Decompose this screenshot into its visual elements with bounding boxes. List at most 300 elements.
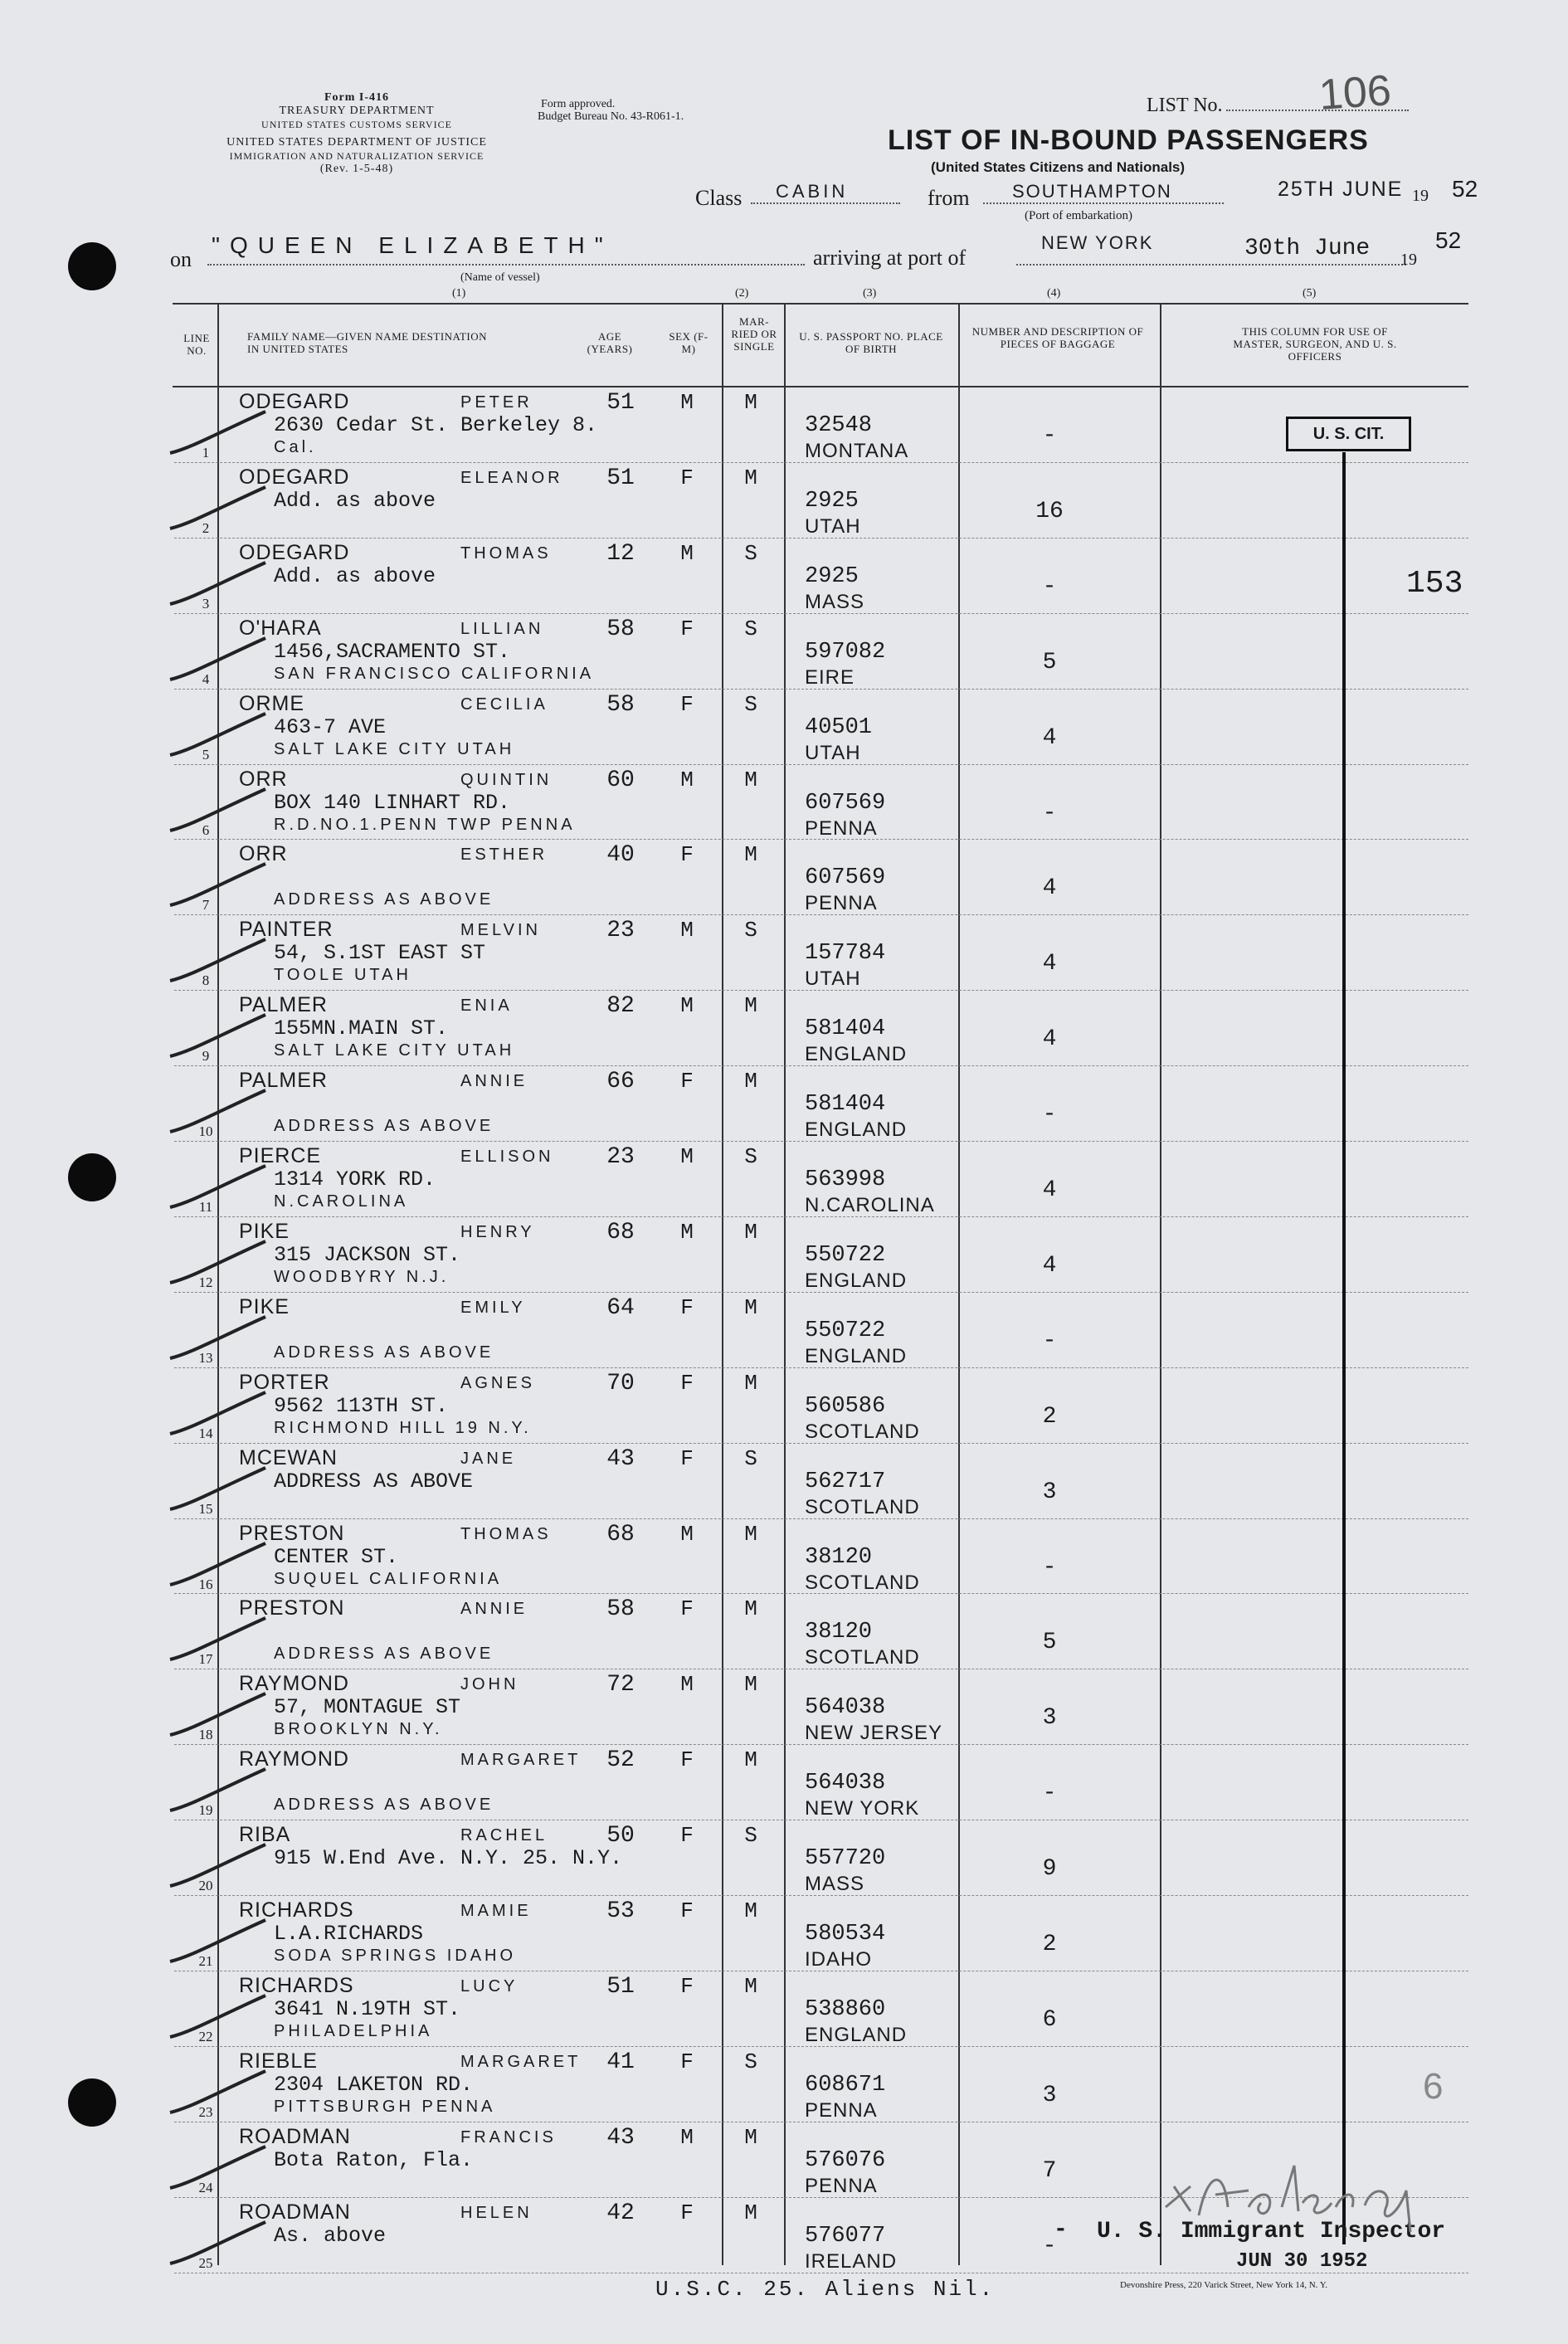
table-row — [0, 1972, 1568, 2048]
place-of-birth: SCOTLAND — [805, 1646, 920, 1669]
address-line-2: WOODBYRY N.J. — [274, 1267, 450, 1286]
passport-number: 2925 — [805, 488, 859, 514]
baggage-count: 4 — [1042, 724, 1057, 751]
marital-status: M — [744, 1973, 757, 1999]
place-of-birth: PENNA — [805, 816, 878, 840]
departure-year: 52 — [1452, 176, 1478, 202]
inspector-label: U. S. Immigrant Inspector — [1097, 2219, 1446, 2244]
place-of-birth: PENNA — [805, 2174, 878, 2197]
col-num-1: (1) — [452, 287, 466, 300]
given-name: MARGARET — [460, 1751, 582, 1770]
marital-status: S — [744, 1144, 757, 1169]
family-name: PRESTON — [239, 1521, 345, 1545]
given-name: RACHEL — [460, 1826, 548, 1845]
sex-value: M — [680, 767, 694, 792]
baggage-count: - — [1042, 423, 1057, 449]
check-mark-icon — [166, 782, 282, 849]
given-name: HELEN — [460, 2203, 533, 2222]
col-num-4: (4) — [1047, 287, 1061, 300]
line-number: 9 — [202, 1048, 210, 1065]
approved-label: Form approved. — [541, 98, 616, 110]
baggage-count: - — [1042, 1554, 1057, 1581]
address-line-2: SODA SPRINGS IDAHO — [274, 1947, 517, 1965]
sex-value: M — [680, 540, 694, 566]
place-of-birth: UTAH — [805, 514, 861, 538]
place-of-birth: IRELAND — [805, 2249, 898, 2273]
given-name: CECILIA — [460, 694, 548, 714]
table-row — [0, 1218, 1568, 1294]
vessel-name: "QUEEN ELIZABETH" — [212, 232, 613, 258]
line-number: 6 — [202, 821, 210, 838]
page-title: LIST OF IN-BOUND PASSENGERS — [888, 124, 1369, 156]
address-line-2: ADDRESS AS ABOVE — [274, 1645, 494, 1664]
place-of-birth: NEW JERSEY — [805, 1722, 943, 1745]
departure-year-prefix: 19 — [1412, 187, 1429, 205]
family-name: PALMER — [239, 1069, 328, 1093]
address-line-1: As. above — [274, 2223, 387, 2248]
family-name: O'HARA — [239, 616, 322, 640]
place-of-birth: UTAH — [805, 741, 861, 764]
family-name: ROADMAN — [239, 2124, 351, 2148]
place-of-birth: ENGLAND — [805, 1269, 908, 1292]
from-label: from — [928, 186, 970, 210]
baggage-count: - — [1042, 573, 1057, 600]
address-line-2: SUQUEL CALIFORNIA — [274, 1569, 503, 1588]
passport-number: 38120 — [805, 1544, 873, 1570]
line-number: 11 — [198, 1199, 213, 1215]
family-name: ODEGARD — [239, 390, 350, 413]
check-mark-icon — [166, 1989, 282, 2055]
address-line-1: 915 W.End Ave. N.Y. 25. N.Y. — [274, 1846, 623, 1871]
marital-status: M — [744, 1672, 757, 1698]
sex-value: F — [680, 1445, 694, 1471]
baggage-count: 4 — [1042, 1026, 1057, 1053]
address-line-2: ADDRESS AS ABOVE — [274, 890, 494, 909]
from-value: SOUTHAMPTON — [1012, 181, 1172, 202]
table-row — [0, 841, 1568, 916]
sex-value: F — [680, 1823, 694, 1849]
address-line-1: 315 JACKSON ST. — [274, 1242, 461, 1267]
baggage-count: 4 — [1042, 875, 1057, 902]
line-number: 2 — [202, 519, 210, 536]
check-mark-icon — [166, 933, 282, 999]
check-mark-icon — [166, 1611, 282, 1678]
line-number: 24 — [198, 2179, 213, 2195]
passport-number: 38120 — [805, 1620, 873, 1645]
address-line-2: BROOKLYN N.Y. — [274, 1720, 443, 1739]
col-num-2: (2) — [735, 287, 749, 300]
passport-number: 2925 — [805, 563, 859, 589]
given-name: FRANCIS — [460, 2127, 557, 2147]
place-of-birth: PENNA — [805, 2098, 878, 2122]
age-value: 40 — [606, 842, 635, 869]
given-name: JANE — [460, 1449, 517, 1468]
place-of-birth: MASS — [805, 1873, 865, 1896]
arriving-label: arriving at port of — [813, 246, 967, 270]
form-number: Form I-416 — [324, 91, 390, 104]
age-value: 58 — [606, 691, 635, 718]
line-number: 23 — [198, 2103, 213, 2120]
family-name: PIERCE — [239, 1144, 322, 1167]
place-of-birth: PENNA — [805, 892, 878, 915]
col-num-3: (3) — [863, 287, 877, 300]
baggage-count: - — [1042, 2233, 1057, 2259]
place-of-birth: MASS — [805, 590, 865, 613]
port-embarkation-caption: (Port of embarkation) — [1025, 209, 1132, 222]
line-number: 19 — [198, 1802, 213, 1819]
age-value: 66 — [606, 1069, 635, 1095]
family-name: RAYMOND — [239, 1747, 349, 1771]
col-head-sex: SEX (F-M) — [669, 330, 709, 355]
age-value: 51 — [606, 1973, 635, 2000]
inspector-signature — [1157, 2157, 1489, 2240]
check-mark-icon — [166, 1386, 282, 1452]
table-row — [0, 464, 1568, 539]
place-of-birth: UTAH — [805, 967, 861, 991]
given-name: ESTHER — [460, 845, 548, 865]
check-mark-icon — [166, 1461, 282, 1528]
address-line-2: SALT LAKE CITY UTAH — [274, 739, 515, 758]
passport-number: 557720 — [805, 1846, 886, 1872]
check-mark-icon — [166, 1235, 282, 1301]
line-number: 8 — [202, 972, 210, 989]
arrival-year: 52 — [1435, 227, 1462, 253]
place-of-birth: ENGLAND — [805, 1043, 908, 1066]
sex-value: M — [680, 1521, 694, 1547]
line-number: 15 — [198, 1500, 213, 1517]
given-name: AGNES — [460, 1373, 536, 1392]
address-line-2: ADDRESS AS ABOVE — [274, 1343, 494, 1362]
marital-status: M — [744, 465, 757, 490]
line-number: 22 — [198, 2028, 213, 2044]
place-of-birth: ENGLAND — [805, 2023, 908, 2046]
marital-status: M — [744, 1219, 757, 1245]
family-name: MCEWAN — [239, 1445, 338, 1469]
table-row — [0, 1821, 1568, 1897]
place-of-birth: SCOTLAND — [805, 1495, 920, 1518]
col-head-passport: U. S. PASSPORT NO. PLACE OF BIRTH — [799, 330, 943, 355]
sex-value: F — [680, 1370, 694, 1396]
age-value: 50 — [606, 1823, 635, 1849]
check-mark-icon — [166, 1537, 282, 1603]
sex-value: F — [680, 2049, 694, 2074]
given-name: ENIA — [460, 997, 513, 1016]
given-name: MELVIN — [460, 921, 541, 940]
arrival-year-prefix: 19 — [1400, 251, 1417, 269]
passport-number: 564038 — [805, 1695, 886, 1721]
age-value: 52 — [606, 1747, 635, 1774]
sex-value: F — [680, 1973, 694, 1999]
place-of-birth: ENGLAND — [805, 1344, 908, 1367]
footer-typed: U.S.C. 25. Aliens Nil. — [655, 2277, 996, 2302]
given-name: QUINTIN — [460, 770, 553, 789]
class-label: Class — [695, 186, 743, 210]
passport-number: 562717 — [805, 1469, 886, 1494]
table-row — [0, 615, 1568, 690]
baggage-count: 7 — [1042, 2157, 1057, 2184]
vessel-caption: (Name of vessel) — [460, 271, 540, 284]
inspector-dash: - — [1054, 2217, 1068, 2243]
given-name: JOHN — [460, 1675, 519, 1694]
sex-value: M — [680, 1219, 694, 1245]
col-head-line: LINE NO. — [183, 332, 210, 357]
baggage-count: 5 — [1042, 1630, 1057, 1656]
on-label: on — [170, 247, 192, 271]
arrival-port: NEW YORK — [1041, 232, 1154, 253]
sex-value: F — [680, 465, 694, 490]
marital-status: M — [744, 842, 757, 868]
passport-number: 608671 — [805, 2072, 886, 2098]
age-value: 12 — [606, 540, 635, 567]
address-line-1: 463-7 AVE — [274, 714, 387, 739]
sex-value: F — [680, 616, 694, 641]
line-number: 1 — [202, 445, 210, 461]
list-no-label: LIST No. — [1147, 95, 1223, 116]
age-value: 68 — [606, 1219, 635, 1245]
age-value: 51 — [606, 390, 635, 416]
marital-status: M — [744, 993, 757, 1019]
address-line-1: 9562 113TH ST. — [274, 1393, 449, 1418]
marital-status: M — [744, 1069, 757, 1094]
address-line-2: Cal. — [274, 438, 317, 456]
given-name: HENRY — [460, 1222, 535, 1241]
place-of-birth: IDAHO — [805, 1948, 873, 1971]
place-of-birth: ENGLAND — [805, 1118, 908, 1142]
line-number: 17 — [198, 1651, 213, 1668]
marital-status: S — [744, 1823, 757, 1849]
marital-status: M — [744, 1521, 757, 1547]
sex-value: F — [680, 1747, 694, 1773]
place-of-birth: SCOTLAND — [805, 1571, 920, 1594]
line-number: 12 — [198, 1274, 213, 1290]
address-line-1: 2630 Cedar St. Berkeley 8. — [274, 413, 598, 437]
age-value: 53 — [606, 1898, 635, 1924]
given-name: MAMIE — [460, 1902, 532, 1920]
baggage-count: 2 — [1042, 1403, 1057, 1430]
budget-label: Budget Bureau No. 43-R061-1. — [538, 110, 684, 123]
given-name: EMILY — [460, 1298, 526, 1317]
table-row — [0, 1520, 1568, 1596]
address-line-2: R.D.NO.1.PENN TWP PENNA — [274, 815, 576, 834]
passport-number: 580534 — [805, 1922, 886, 1947]
line-number: 5 — [202, 746, 210, 763]
arrival-date: 30th June — [1244, 236, 1371, 261]
address-line-1: 155MN.MAIN ST. — [274, 1016, 449, 1041]
table-row — [0, 1897, 1568, 1972]
place-of-birth: NEW YORK — [805, 1797, 920, 1820]
check-mark-icon — [166, 556, 282, 622]
table-row — [0, 2048, 1568, 2123]
us-cit-stamp: U. S. CIT. — [1286, 417, 1411, 451]
class-value: CABIN — [776, 181, 849, 202]
punch-hole-top — [68, 242, 116, 290]
customs-label: UNITED STATES CUSTOMS SERVICE — [261, 119, 452, 130]
sex-value: F — [680, 2200, 694, 2225]
check-mark-icon — [166, 857, 282, 923]
rev-label: (Rev. 1-5-48) — [319, 163, 394, 175]
table-row — [0, 539, 1568, 615]
address-line-1: CENTER ST. — [274, 1544, 399, 1569]
passport-number: 32548 — [805, 413, 873, 438]
passport-number: 581404 — [805, 1016, 886, 1042]
marital-status: M — [744, 1370, 757, 1396]
passport-number: 560586 — [805, 1393, 886, 1419]
table-row — [0, 1294, 1568, 1369]
address-line-1: 1456,SACRAMENTO ST. — [274, 639, 511, 664]
marital-status: S — [744, 1445, 757, 1471]
baggage-count: 3 — [1042, 1705, 1057, 1732]
age-value: 42 — [606, 2200, 635, 2226]
place-of-birth: EIRE — [805, 665, 855, 689]
family-name: ROADMAN — [239, 2200, 351, 2224]
passport-number: 40501 — [805, 714, 873, 740]
line-number: 25 — [198, 2254, 213, 2271]
address-line-2: N.CAROLINA — [274, 1192, 409, 1211]
baggage-count: 2 — [1042, 1932, 1057, 1957]
sex-value: M — [680, 918, 694, 943]
form-header-left — [166, 91, 548, 176]
col-head-baggage: NUMBER AND DESCRIPTION OF PIECES OF BAGGAGE — [971, 325, 1144, 350]
check-mark-icon — [166, 1008, 282, 1075]
sex-value: M — [680, 390, 694, 415]
marital-status: S — [744, 2049, 757, 2074]
baggage-count: 4 — [1042, 1252, 1057, 1279]
check-mark-icon — [166, 1159, 282, 1226]
check-mark-icon — [166, 1762, 282, 1829]
place-of-birth: MONTANA — [805, 440, 909, 462]
table-row — [0, 1369, 1568, 1445]
baggage-count: 3 — [1042, 2082, 1057, 2108]
baggage-count: 6 — [1042, 2006, 1057, 2033]
col-head-name: FAMILY NAME—GIVEN NAME DESTINATION IN UNITED STATES — [247, 330, 488, 355]
check-mark-icon — [166, 1913, 282, 1980]
passport-number: 563998 — [805, 1167, 886, 1192]
baggage-count: 5 — [1042, 649, 1057, 675]
age-value: 68 — [606, 1521, 635, 1547]
line-number: 14 — [198, 1425, 213, 1441]
family-name: ORR — [239, 842, 288, 866]
given-name: PETER — [460, 393, 533, 412]
address-line-1: 3641 N.19TH ST. — [274, 1996, 461, 2021]
marital-status: M — [744, 2200, 757, 2225]
table-row — [0, 1445, 1568, 1520]
family-name: PALMER — [239, 993, 328, 1017]
age-value: 64 — [606, 1294, 635, 1321]
margin-note: 6 — [1423, 2066, 1444, 2107]
marital-status: M — [744, 2124, 757, 2150]
check-mark-icon — [166, 1084, 282, 1150]
sex-value: F — [680, 842, 694, 868]
given-name: ELLISON — [460, 1148, 554, 1166]
ins-label: IMMIGRATION AND NATURALIZATION SERVICE — [229, 150, 485, 162]
baggage-count: 4 — [1042, 1177, 1057, 1203]
table-row — [0, 992, 1568, 1067]
family-name: ODEGARD — [239, 465, 350, 489]
marital-status: M — [744, 767, 757, 792]
side-count: 153 — [1406, 566, 1463, 602]
family-name: PIKE — [239, 1294, 290, 1318]
table-row — [0, 1595, 1568, 1670]
family-name: ODEGARD — [239, 540, 350, 564]
sex-value: F — [680, 1294, 694, 1320]
col-head-age: AGE (YEARS) — [587, 330, 633, 355]
address-line-2: RICHMOND HILL 19 N.Y. — [274, 1418, 532, 1437]
marital-status: S — [744, 540, 757, 566]
address-line-2: SAN FRANCISCO CALIFORNIA — [274, 664, 595, 683]
address-line-1: Bota Raton, Fla. — [274, 2147, 474, 2172]
given-name: ANNIE — [460, 1600, 528, 1619]
sex-value: M — [680, 1144, 694, 1169]
given-name: THOMAS — [460, 1524, 552, 1543]
family-name: PORTER — [239, 1370, 330, 1394]
line-number: 3 — [202, 595, 210, 612]
sex-value: M — [680, 993, 694, 1019]
age-value: 82 — [606, 993, 635, 1020]
address-line-1: ADDRESS AS ABOVE — [274, 1469, 474, 1494]
passport-number: 607569 — [805, 865, 886, 891]
line-number: 10 — [198, 1123, 213, 1140]
family-name: ORME — [239, 691, 304, 715]
table-row — [0, 690, 1568, 766]
passport-number: 538860 — [805, 1996, 886, 2022]
sex-value: M — [680, 1672, 694, 1698]
departure-date: 25TH JUNE — [1278, 178, 1404, 201]
table-row — [0, 766, 1568, 841]
table-row — [0, 1670, 1568, 1746]
marital-status: M — [744, 1294, 757, 1320]
family-name: RIBA — [239, 1823, 291, 1847]
justice-label: UNITED STATES DEPARTMENT OF JUSTICE — [226, 136, 487, 149]
col-num-5: (5) — [1303, 287, 1317, 300]
passport-number: 157784 — [805, 941, 886, 967]
cit-bracket-line — [1342, 452, 1346, 2244]
passport-number: 607569 — [805, 790, 886, 816]
passport-number: 597082 — [805, 639, 886, 665]
family-name: RICHARDS — [239, 1898, 354, 1922]
treasury-label: TREASURY DEPARTMENT — [279, 105, 435, 117]
age-value: 58 — [606, 616, 635, 642]
age-value: 41 — [606, 2049, 635, 2075]
marital-status: S — [744, 616, 757, 641]
passport-number: 581404 — [805, 1092, 886, 1118]
address-line-2: ADDRESS AS ABOVE — [274, 1796, 494, 1815]
printer-credit: Devonshire Press, 220 Varick Street, New York 14, N. Y. — [1120, 2280, 1328, 2290]
passport-number: 550722 — [805, 1242, 886, 1268]
check-mark-icon — [166, 405, 282, 471]
table-row — [0, 1746, 1568, 1821]
sex-value: F — [680, 1596, 694, 1622]
address-line-1: 54, S.1ST EAST ST — [274, 941, 486, 966]
given-name: THOMAS — [460, 543, 552, 563]
line-number: 21 — [198, 1953, 213, 1969]
marital-status: M — [744, 1898, 757, 1923]
passport-number: 564038 — [805, 1771, 886, 1796]
line-number: 4 — [202, 670, 210, 687]
place-of-birth: SCOTLAND — [805, 1420, 920, 1443]
sex-value: F — [680, 691, 694, 717]
age-value: 23 — [606, 918, 635, 944]
age-value: 72 — [606, 1672, 635, 1698]
given-name: LUCY — [460, 1976, 519, 1996]
sex-value: F — [680, 1069, 694, 1094]
age-value: 43 — [606, 2124, 635, 2151]
table-row — [0, 1067, 1568, 1143]
sex-value: M — [680, 2124, 694, 2150]
address-line-1: L.A.RICHARDS — [274, 1922, 424, 1946]
baggage-count: - — [1042, 800, 1057, 826]
col-head-officers: THIS COLUMN FOR USE OF MASTER, SURGEON, AND U. S. OFFICERS — [1233, 325, 1397, 363]
marital-status: S — [744, 918, 757, 943]
